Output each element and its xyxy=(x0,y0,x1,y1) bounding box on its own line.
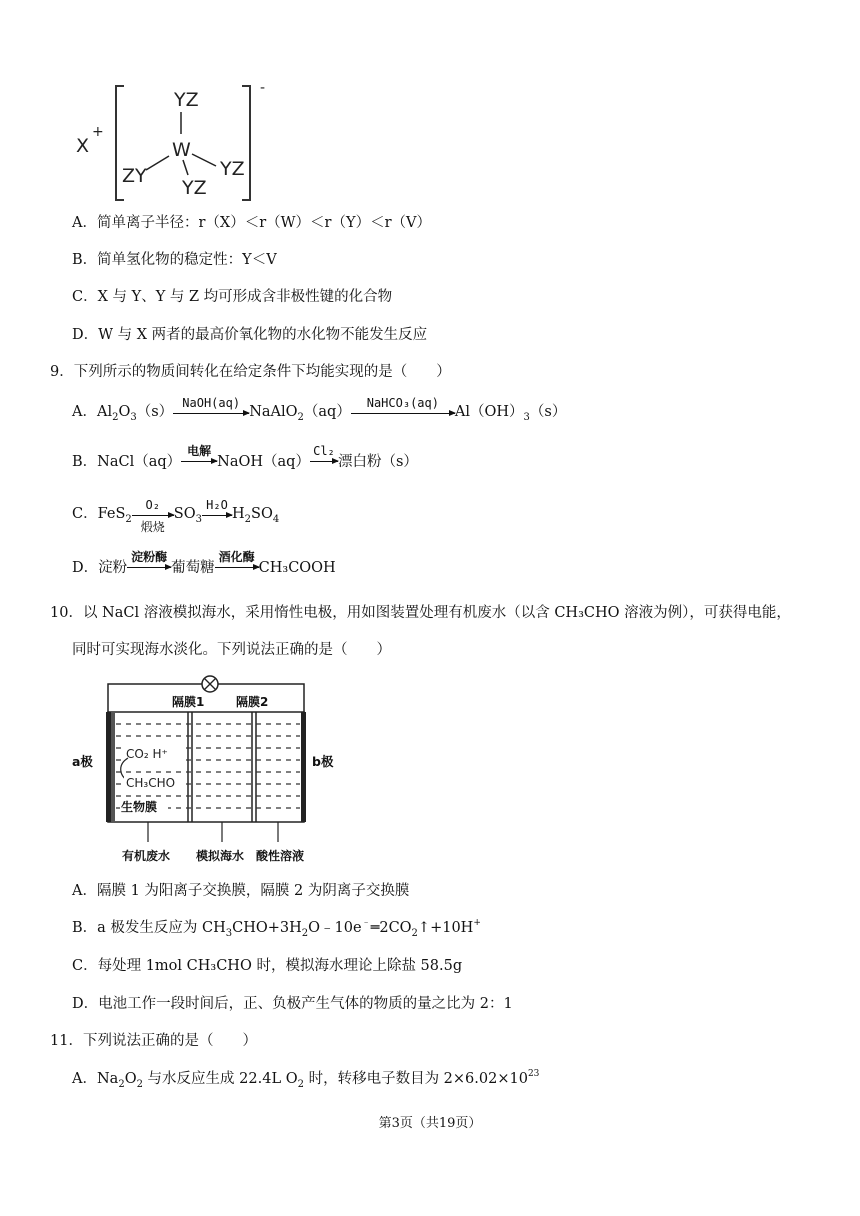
q9d-label: D．淀粉 xyxy=(72,560,128,576)
label-simulated-seawater: 模拟海水 xyxy=(196,849,245,863)
bond-left xyxy=(146,156,169,170)
electrode-a xyxy=(106,712,111,822)
q9b-arrow-2-cond: Cl₂ xyxy=(313,444,335,458)
bond-bottom xyxy=(183,160,188,175)
q9d-arrow-2 xyxy=(215,550,259,586)
q8-option-c: C．X 与 Y、Y 与 Z 均可形成含非极性键的化合物 xyxy=(72,289,393,305)
electrode-a-label: a极 xyxy=(72,754,93,769)
group-left: ZY xyxy=(122,165,147,187)
q9-stem: 9．下列所示的物质间转化在给定条件下均能实现的是（ ） xyxy=(50,364,451,380)
q9c-arrow-1-top: O₂ xyxy=(145,498,160,512)
center-w: W xyxy=(172,139,191,161)
q10-stem-2: 同时可实现海水淡化。下列说法正确的是（ ） xyxy=(72,642,391,658)
q9c-arrow-2 xyxy=(202,498,232,534)
right-bracket xyxy=(242,86,250,200)
q9c-label: C． xyxy=(72,506,98,522)
electrode-b-label: b极 xyxy=(312,754,334,769)
q9c-arrow-2-cond: H₂O xyxy=(206,498,228,512)
anion-structure-figure xyxy=(70,78,290,206)
anion-charge: - xyxy=(260,80,266,96)
q10-stem-1: 10．以 NaCl 溶液模拟海水，采用惰性电极，用如图装置处理有机废水（以含 CH₃CHO 溶液为例），可获得电能， xyxy=(50,605,791,621)
q11-option-a: A．$Na_2O_2$ 与水反应生成 22.4L $O_2$ 时，转移电子数目为 $2\times 6.02\times 10^{23}$ xyxy=(72,1069,540,1090)
cation-x: X xyxy=(76,135,90,157)
q10-option-d: D．电池工作一段时间后，正、负极产生气体的物质的量之比为 2：1 xyxy=(72,996,513,1012)
ch3cho-label: CH₃CHO xyxy=(126,776,176,790)
group-bottom: YZ xyxy=(182,177,207,199)
group-top: YZ xyxy=(174,89,199,111)
q9a-arrow-1-cond: NaOH(aq) xyxy=(182,396,241,410)
q9c-arrow-1-bottom: 煅烧 xyxy=(140,520,165,534)
q9-option-c: C．FeS$_2$ O₂ 煅烧 $SO_3$ H₂O $H_2SO_4$ xyxy=(72,498,280,534)
q9a-arrow-2-cond: NaHCO₃(aq) xyxy=(366,396,439,410)
q9b-arrow-1-cond: 电解 xyxy=(187,444,212,458)
co2-h-label: CO₂ H⁺ xyxy=(126,747,168,761)
q8-option-a: A．简单离子半径：r（X）＜r（W）＜r（Y）＜r（V） xyxy=(72,215,431,231)
biofilm-label: 生物膜 xyxy=(121,800,158,814)
group-right: YZ xyxy=(220,158,245,180)
biofilm-layer xyxy=(111,712,115,822)
q10-option-c: C．每处理 1mol CH₃CHO 时，模拟海水理论上除盐 58.5g xyxy=(72,958,463,974)
bond-right xyxy=(192,154,216,166)
q8-option-d: D．W 与 X 两者的最高价氧化物的水化物不能发生反应 xyxy=(72,327,428,343)
page-footer: 第3页（共19页） xyxy=(378,1116,482,1131)
q9b-arrow-2 xyxy=(310,444,338,480)
label-organic-wastewater: 有机废水 xyxy=(122,849,171,863)
q10-option-b: B．a 极发生反应为 $CH_3CHO+3H_2O﹣10e^﹣═2CO_2↑+10H^+$ xyxy=(72,918,481,939)
q9b-label: B．NaCl（aq） xyxy=(72,454,182,470)
q9-option-d xyxy=(72,550,336,586)
membrane-1-label: 隔膜1 xyxy=(172,695,205,709)
q9d-arrow-2-cond: 酒化酶 xyxy=(218,550,255,564)
q9-option-a: A．$Al_2O_3(s)$ NaOH(aq) NaAlO$_2$（aq） NaHCO₃(aq) $Al(OH)_3(s)$ xyxy=(72,394,566,430)
q9d-mid: 葡萄糖 xyxy=(171,560,215,576)
q8-option-b: B．简单氢化物的稳定性：Y＜V xyxy=(72,252,277,268)
q9-option-b xyxy=(72,444,418,480)
q9d-arrow-1-cond: 淀粉酶 xyxy=(131,550,168,564)
q11-stem: 11．下列说法正确的是（ ） xyxy=(50,1033,257,1049)
q9d-arrow-1 xyxy=(127,550,171,586)
q9a-arrow-2 xyxy=(351,396,455,432)
membrane-2-label: 隔膜2 xyxy=(236,695,269,709)
q9b-end: 漂白粉（s） xyxy=(337,454,418,470)
q9c-arrow-1 xyxy=(132,498,174,534)
q9a-arrow-1 xyxy=(173,396,249,432)
label-acidic-solution: 酸性溶液 xyxy=(256,849,305,863)
electrode-b xyxy=(301,712,306,822)
q9b-arrow-1 xyxy=(181,444,217,480)
q10-option-a: A．隔膜 1 为阳离子交换膜，隔膜 2 为阴离子交换膜 xyxy=(72,883,410,899)
cation-charge: + xyxy=(92,124,104,140)
q9b-mid: NaOH（aq） xyxy=(217,454,310,470)
q9d-end: CH₃COOH xyxy=(258,560,336,576)
q9a-label: A． xyxy=(72,404,97,420)
fuel-cell-figure xyxy=(104,672,344,872)
